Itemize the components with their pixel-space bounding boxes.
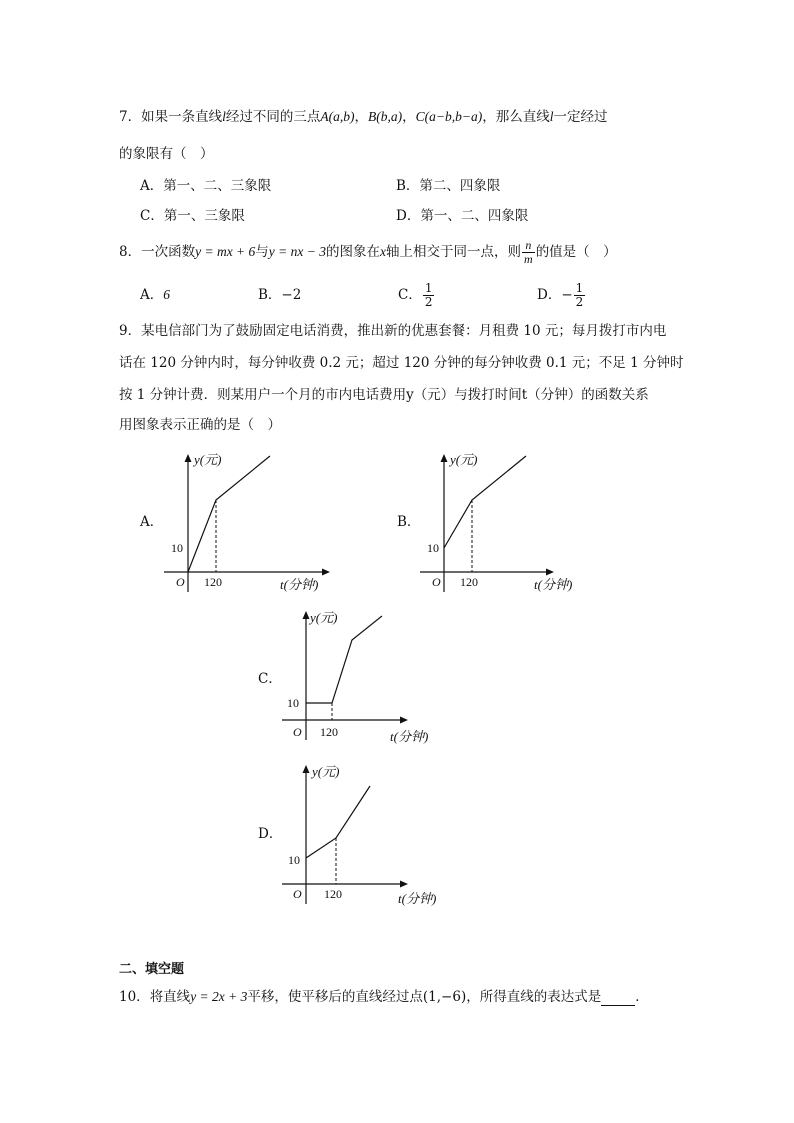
graph-c-y-tick: 10: [287, 696, 299, 710]
q7-var-l: l: [222, 109, 226, 124]
q8-text-e: 的值是（ ）: [535, 244, 617, 260]
q7-line2: 的象限有（ ）: [119, 146, 214, 162]
graph-a-x-label: t(分钟): [280, 577, 319, 592]
q7-var-l2: l: [549, 109, 554, 124]
q8-text-c: 的图象在: [326, 244, 381, 260]
q10-text-b: 平移，使平移后的直线经过点: [247, 989, 423, 1005]
graph-a-line: [188, 456, 270, 572]
graph-b-y-label: y(元): [450, 452, 478, 467]
graph-b-label: B．: [397, 514, 421, 530]
q8-option-d-label: D．: [537, 287, 562, 303]
q8-frac-den: m: [524, 252, 533, 266]
q7-text-c: ，那么直线: [482, 109, 550, 125]
graph-d-x-tick: 120: [324, 887, 342, 901]
q7-point-a: A(a,b): [320, 109, 355, 124]
q9-line2: 话在 120 分钟内时，每分钟收费 0.2 元；超过 120 分钟的每分钟收费 0.1 元；不足 1 分钟时: [119, 355, 684, 371]
q10-point: (1,−6): [422, 989, 467, 1005]
q7-text-b: 经过不同的三点: [225, 109, 321, 125]
graph-b-x-label: t(分钟): [534, 577, 573, 592]
q8-fraction: [522, 239, 535, 266]
q8-option-a-value: 6: [163, 287, 170, 302]
q8-option-c: [398, 280, 435, 310]
q8-text-a: 一次函数: [141, 244, 196, 260]
q8-option-d-den: 2: [575, 295, 584, 309]
q8-number: 8．: [119, 244, 142, 260]
graph-c-x-label: t(分钟): [390, 729, 429, 744]
graph-c-origin: O: [293, 725, 302, 739]
q8-text-d: 轴上相交于同一点，则: [386, 244, 522, 260]
graph-d-x-arrow: [400, 881, 408, 888]
q8-option-b-value: −2: [281, 287, 302, 303]
graph-d-label: D．: [258, 826, 283, 842]
q7-point-c: C(a−b,b−a): [415, 109, 483, 124]
graph-b-origin: O: [432, 575, 441, 589]
graph-a-x-tick: 120: [204, 575, 222, 589]
q10-answer-blank: [601, 991, 635, 1006]
q9-line3: 按 1 分钟计费．则某用户一个月的市内电话费用y（元）与拨打时间t（分钟）的函数关系: [119, 387, 649, 403]
q8-option-a-label: A．: [140, 287, 164, 303]
graph-b-line: [444, 456, 526, 548]
q8-func-1: y = mx + 6: [195, 244, 256, 259]
q10-line: [119, 988, 649, 1006]
graph-a-label: A．: [140, 514, 164, 530]
q8-var-x: x: [380, 244, 387, 259]
graph-a-x-arrow: [322, 569, 330, 576]
graph-b: [414, 448, 594, 598]
graph-d-origin: O: [293, 887, 302, 901]
q7-line1: 7．如果一条直线l经过不同的三点A(a,b)，B(b,a)，C(a−b,b−a)，那么直线l一定经过: [119, 109, 608, 125]
graph-d-y-tick: 10: [288, 853, 300, 867]
graph-d-line: [306, 786, 370, 858]
graph-c-label: C．: [258, 671, 282, 687]
q7-text-a: 如果一条直线: [141, 109, 223, 125]
q8-option-d-fraction: [574, 282, 586, 309]
q9-line4: 用图象表示正确的是（ ）: [119, 417, 281, 433]
graph-a: [158, 448, 338, 598]
q8-option-d-sign: −: [561, 287, 573, 303]
q8-option-c-num: 1: [424, 281, 433, 295]
q7-option-c: C．第一、三象限: [140, 208, 245, 224]
q8-option-b: [258, 280, 301, 310]
q8-line1: [119, 237, 617, 267]
q8-option-c-label: C．: [398, 287, 422, 303]
graph-c: [276, 604, 456, 754]
q7-option-b: B．第二、四象限: [396, 178, 501, 194]
q8-option-c-den: 2: [424, 295, 433, 309]
q7-point-b: B(b,a): [367, 109, 403, 124]
graph-b-y-arrow: [441, 454, 448, 462]
section-title: 二、填空题: [119, 962, 185, 977]
graph-a-origin: O: [176, 575, 185, 589]
q7-text-d: 一定经过: [553, 109, 608, 125]
q7-option-a: A．第一、二、三象限: [140, 178, 272, 194]
q9-line1: 9．某电信部门为了鼓励固定电话消费，推出新的优惠套餐：月租费 10 元；每月拨打市内电: [119, 323, 667, 339]
q8-option-c-fraction: [423, 282, 435, 309]
graph-a-y-arrow: [185, 454, 192, 462]
graph-c-y-arrow: [303, 611, 310, 619]
graph-b-x-arrow: [546, 569, 554, 576]
q8-text-b: 与: [255, 244, 269, 260]
q7-option-d: D．第一、二、四象限: [396, 208, 529, 224]
q10-text-a: 将直线: [149, 989, 191, 1005]
q8-option-d: [537, 280, 586, 310]
q8-option-b-label: B．: [258, 287, 282, 303]
q10-text-c: ，所得直线的表达式是: [466, 989, 602, 1005]
q8-func-2: y = nx − 3: [268, 244, 327, 259]
graph-d-x-label: t(分钟): [398, 891, 437, 906]
q8-option-d-num: 1: [575, 281, 584, 295]
graph-c-x-tick: 120: [320, 725, 338, 739]
graph-c-y-label: y(元): [310, 610, 338, 625]
graph-d-y-arrow: [303, 765, 310, 773]
graph-a-y-tick: 10: [171, 541, 183, 555]
graph-a-y-label: y(元): [194, 452, 222, 467]
graph-d-y-label: y(元): [312, 764, 340, 779]
q10-number: 10．: [119, 989, 150, 1005]
q10-function: y = 2x + 3: [190, 989, 248, 1004]
graph-c-line: [306, 616, 382, 703]
graph-b-y-tick: 10: [427, 541, 439, 555]
graph-b-x-tick: 120: [460, 575, 478, 589]
q7-number: 7．: [119, 109, 142, 125]
q10-end: ．: [635, 989, 649, 1005]
q8-frac-num: n: [522, 239, 535, 253]
graph-d: [276, 758, 456, 908]
q8-option-a: [140, 280, 170, 310]
graph-c-x-arrow: [400, 717, 408, 724]
